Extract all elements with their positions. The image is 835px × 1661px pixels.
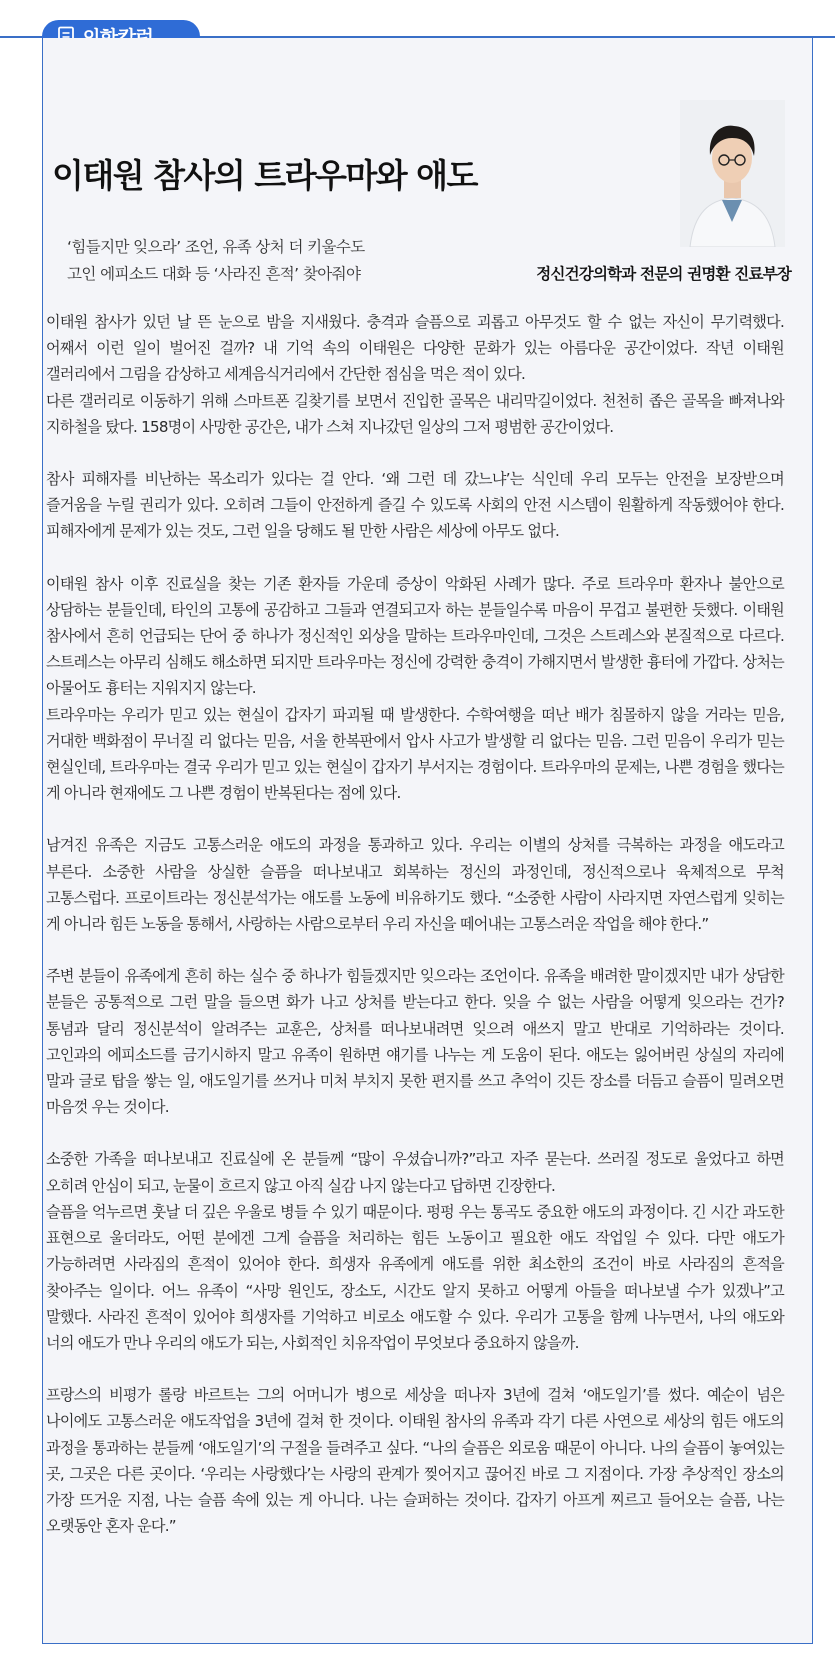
author-byline: 정신건강의학과 전문의 권명환 진료부장 bbox=[536, 265, 791, 283]
subtitle-line: ‘힘들지만 잊으라’ 조언, 유족 상처 더 키울수도 bbox=[67, 238, 365, 256]
body-paragraph: 트라우마는 우리가 믿고 있는 현실이 갑자기 파괴될 때 발생한다. 수학여행을 떠난 배가 침몰하지 않을 거라는 믿음, 거대한 백화점이 무너질 리 없다는 믿음, 서울 한복판에서 압사 사고가 발생할 리 없다는 믿음. 그런 믿음이 우리가 믿는 현실인데, 트라우마는 결국 우리가 믿고 있는 현실이 갑자기 부서지는 경험이다. 트라우마의 문제는, 나쁜 경험을 했다는 게 아니라 현재에도 그 나쁜 경험이 반복된다는 점에 있다. bbox=[46, 705, 784, 803]
body-paragraph: 이태원 참사 이후 진료실을 찾는 기존 환자들 가운데 증상이 악화된 사례가 많다. 주로 트라우마 환자나 불안으로 상담하는 분들인데, 타인의 고통에 공감하고 그들과 연결되고자 하는 분들일수록 마음이 무겁고 불편한 듯했다. 이태원 참사에서 흔히 언급되는 단어 중 하나가 정신적인 외상을 말하는 트라우마인데, 그것은 스트레스와 본질적으로 다르다. 스트레스는 아무리 심해도 해소하면 되지만 트라우마는 정신에 강력한 충격이 가해지면서 발생한 흉터에 가깝다. 상처는 아물어도 흉터는 지워지지 않는다. bbox=[46, 574, 784, 698]
body-paragraph: 소중한 가족을 떠나보내고 진료실에 온 분들께 “많이 우셨습니까?”라고 자주 묻는다. 쓰러질 정도로 울었다고 하면 오히려 안심이 되고, 눈물이 흐르지 않고 아직 실감 나지 않는다고 답하면 긴장한다. bbox=[46, 1150, 784, 1195]
body-paragraph: 다른 갤러리로 이동하기 위해 스마트폰 길찾기를 보면서 진입한 골목은 내리막길이었다. 천천히 좁은 골목을 빠져나와 지하철을 탔다. 158명이 사망한 공간은, 내가 스쳐 지나갔던 일상의 그저 평범한 공간이었다. bbox=[46, 391, 784, 436]
article-title: 이태원 참사의 트라우마와 애도 bbox=[52, 156, 477, 195]
article-body bbox=[46, 309, 784, 1565]
article-subtitle bbox=[67, 234, 365, 288]
subtitle-line: 고인 에피소드 대화 등 ‘사라진 흔적’ 찾아줘야 bbox=[67, 265, 361, 283]
body-paragraph: 프랑스의 비평가 롤랑 바르트는 그의 어머니가 병으로 세상을 떠나자 3년에 걸쳐 ‘애도일기’를 썼다. 예순이 넘은 나이에도 고통스러운 애도작업을 3년에 걸쳐 한 것이다. 이태원 참사의 유족과 각기 다른 사연으로 세상의 힘든 애도의 과정을 통과하는 분들께 ‘애도일기’의 구절을 들려주고 싶다. “나의 슬픔은 외로움 때문이 아니다. 나의 슬픔이 놓여있는 곳, 그곳은 다른 곳이다. ‘우리는 사랑했다’는 사랑의 관계가 찢어지고 끊어진 바로 그 지점이다. 가장 추상적인 장소의 가장 뜨거운 지점, 나는 슬픔 속에 있는 게 아니다. 나는 슬퍼하는 것이다. 갑자기 아프게 찌르고 들어오는 슬픔, 나는 오랫동안 혼자 운다.” bbox=[46, 1386, 784, 1536]
author-photo bbox=[680, 100, 785, 247]
body-paragraph: 이태원 참사가 있던 날 뜬 눈으로 밤을 지새웠다. 충격과 슬픔으로 괴롭고 아무것도 할 수 없는 자신이 무기력했다. 어째서 이런 일이 벌어진 걸까? 내 기억 속의 이태원은 다양한 문화가 있는 아름다운 공간이었다. 작년 이태원 갤러리에서 그림을 감상하고 세계음식거리에서 간단한 점심을 먹은 적이 있다. bbox=[46, 313, 784, 384]
body-paragraph: 참사 피해자를 비난하는 목소리가 있다는 걸 안다. ‘왜 그런 데 갔느냐’는 식인데 우리 모두는 안전을 보장받으며 즐거움을 누릴 권리가 있다. 오히려 그들이 안전하게 즐길 수 있도록 사회의 안전 시스템이 원활하게 작동했어야 한다. 피해자에게 문제가 있는 것도, 그런 일을 당해도 될 만한 사람은 세상에 아무도 없다. bbox=[46, 470, 784, 541]
body-paragraph: 남겨진 유족은 지금도 고통스러운 애도의 과정을 통과하고 있다. 우리는 이별의 상처를 극복하는 과정을 애도라고 부른다. 소중한 사람을 상실한 슬픔을 떠나보내고 회복하는 정신의 과정인데, 정신적으로나 육체적으로 무척 고통스럽다. 프로이트라는 정신분석가는 애도를 노동에 비유하기도 했다. “소중한 사람이 사라지면 자연스럽게 잊히는 게 아니라 힘든 노동을 통해서, 사랑하는 사람으로부터 우리 자신을 떼어내는 고통스러운 작업을 해야 한다.” bbox=[46, 836, 784, 934]
body-paragraph: 주변 분들이 유족에게 흔히 하는 실수 중 하나가 힘들겠지만 잊으라는 조언이다. 유족을 배려한 말이겠지만 내가 상담한 분들은 공통적으로 그런 말을 들으면 화가 나고 상처를 받는다고 한다. 잊을 수 없는 사람을 어떻게 잊으라는 건가? 통념과 달리 정신분석이 알려주는 교훈은, 상처를 떠나보내려면 잊으려 애쓰지 말고 반대로 기억하라는 것이다. 고인과의 에피소드를 금기시하지 말고 유족이 원하면 얘기를 나누는 게 도움이 된다. 애도는 잃어버린 상실의 자리에 말과 글로 탑을 쌓는 일, 애도일기를 쓰거나 미처 부치지 못한 편지를 쓰고 추억이 깃든 장소를 더듬고 슬픔이 밀려오면 마음껏 우는 것이다. bbox=[46, 967, 784, 1117]
body-paragraph: 슬픔을 억누르면 훗날 더 깊은 우울로 병들 수 있기 때문이다. 펑펑 우는 통곡도 중요한 애도의 과정이다. 긴 시간 과도한 표현으로 울더라도, 어떤 분에겐 그게 슬픔을 처리하는 힘든 노동이고 필요한 애도 작업일 수 있다. 다만 애도가 가능하려면 사라짐의 흔적이 있어야 한다. 희생자 유족에게 애도를 위한 최소한의 조건이 바로 사라짐의 흔적을 찾아주는 일이다. 어느 유족이 “사망 원인도, 장소도, 시간도 알지 못하고 어떻게 아들을 떠나보낼 수가 있겠나”고 말했다. 사라진 흔적이 있어야 희생자를 기억하고 비로소 애도할 수 있다. 우리가 고통을 함께 나누면서, 나의 애도와 너의 애도가 만나 우리의 애도가 되는, 사회적인 치유작업이 무엇보다 중요하지 않을까. bbox=[46, 1202, 784, 1352]
